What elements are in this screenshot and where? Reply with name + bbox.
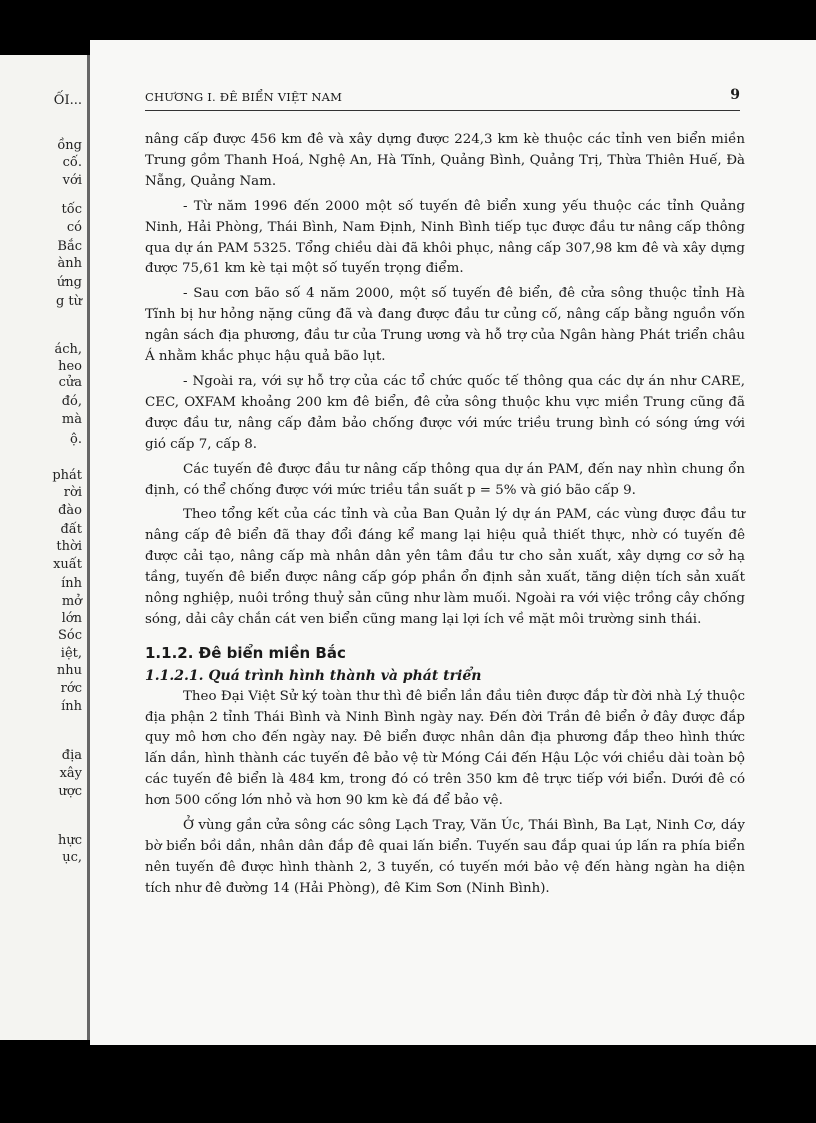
chapter-title: CHƯƠNG I. ĐÊ BIỂN VIỆT NAM bbox=[145, 90, 343, 104]
left-page-text-fragment: g từ bbox=[55, 294, 82, 309]
subsection-heading: 1.1.2.1. Quá trình hình thành và phát triển bbox=[145, 667, 482, 684]
left-page-text-fragment: đó, bbox=[61, 394, 82, 409]
left-page-text-fragment: ục, bbox=[62, 850, 82, 865]
paragraph: Theo Đại Việt Sử ký toàn thư thì đê biển lần đầu tiên được đắp từ đời nhà Lý thuộc địa phận 2 tỉnh Thái Bình và Ninh Bình ngày nay. Đến đời Trần đê biển ở đây được đắp quy mô hơn cho đến ngày nay. Đê biển được nhân dân địa phương đắp theo hình thức lấn dần, hình thành các tuyến đê bảo vệ từ Móng Cái đến Hậu Lộc với chiều dài toàn bộ các tuyến đê biển là 484 km, trong đó có trên 350 km đê trực tiếp với biển. Dưới đê có hơn 500 cống lớn nhỏ và hơn 90 km kè đá để bảo vệ. bbox=[145, 688, 745, 809]
left-page-text-fragment: mở bbox=[61, 594, 82, 609]
running-header bbox=[145, 87, 740, 111]
left-page-text-fragment: rớc bbox=[60, 681, 82, 696]
left-page-text-fragment: ính bbox=[61, 576, 82, 591]
left-page-text-fragment: phát bbox=[52, 468, 82, 483]
left-page-text-fragment: đất bbox=[60, 522, 82, 537]
left-page-text-fragment: ộ. bbox=[70, 432, 82, 447]
section-heading: 1.1.2. Đê biển miền Bắc bbox=[145, 643, 346, 662]
left-page-text-fragment: lớn bbox=[61, 611, 82, 626]
left-page-text-fragment: ồng bbox=[57, 138, 82, 153]
left-page-text-fragment: địa bbox=[61, 748, 82, 763]
left-page-text-fragment: đào bbox=[58, 503, 82, 518]
left-page-text-fragment: ứng bbox=[56, 275, 82, 290]
left-page-text-fragment: thời bbox=[56, 539, 82, 554]
left-page-text-fragment: Sóc bbox=[57, 628, 82, 643]
left-page-text-fragment: cửa bbox=[58, 375, 82, 390]
paragraph: Ở vùng gần cửa sông các sông Lạch Tray, Văn Úc, Thái Bình, Ba Lạt, Ninh Cơ, dáy bờ biển bồi dần, nhân dân đắp đê quai lấn biển. Tuyến sau đắp quai úp lấn ra phía biển nên tuyến đê được hình thành 2, 3 tuyến, có tuyến mới bảo vệ đến hàng ngàn ha diện tích như đê đường 14 (Hải Phòng), đê Kim Sơn (Ninh Bình). bbox=[145, 818, 745, 896]
left-page-margin bbox=[0, 55, 90, 1040]
paragraph: - Từ năm 1996 đến 2000 một số tuyến đê biển xung yếu thuộc các tỉnh Quảng Ninh, Hải Phòng, Thái Bình, Nam Định, Ninh Bình tiếp tục được đầu tư nâng cấp thông qua dự án PAM 5325. Tổng chiều dài đã khôi phục, nâng cấp 307,98 km đê và xây dựng được 75,61 km kè tại một số tuyến trọng điểm. bbox=[145, 198, 745, 277]
paragraph: Các tuyến đê được đầu tư nâng cấp thông qua dự án PAM, đến nay nhìn chung ổn định, có thể chống được với mức triều tần suất p = 5% và gió bão cấp 9. bbox=[145, 461, 745, 498]
paragraph: Theo tổng kết của các tỉnh và của Ban Quản lý dự án PAM, các vùng được đầu tư nâng cấp đê biển đã thay đổi đáng kể mang lại hiệu quả thiết thực, nhờ có tuyến đê được cải tạo, nâng cấp mà nhân dân yên tâm đầu tư cho sản xuất, xây dựng cơ sở hạ tầng, tuyến đê biển được nâng cấp góp phần ổn định sản xuất, tăng diện tích sản xuất nông nghiệp, nuôi trồng thuỷ sản cũng như làm muối. Ngoài ra với việc trồng cây chống sóng, dải cây chắn cát ven biển cũng mang lại lợi ích về mặt môi trường sinh thái. bbox=[145, 507, 745, 627]
left-page-text-fragment: rời bbox=[63, 485, 82, 500]
left-page-text-fragment: cố. bbox=[62, 155, 82, 170]
left-page-text-fragment: với bbox=[62, 173, 82, 188]
paragraph: nâng cấp được 456 km đê và xây dựng được 224,3 km kè thuộc các tỉnh ven biển miền Trung gồm Thanh Hoá, Nghệ An, Hà Tĩnh, Quảng Bình, Quảng Trị, Thừa Thiên Huế, Đà Nẵng, Quảng Nam. bbox=[145, 132, 745, 189]
paragraph: - Sau cơn bão số 4 năm 2000, một số tuyến đê biển, đê cửa sông thuộc tỉnh Hà Tĩnh bị hư hỏng nặng cũng đã và đang được đầu tư củng cố, nâng cấp bằng nguồn vốn ngân sách địa phương, đầu tư của Trung ương và hỗ trợ của Ngân hàng Phát triển châu Á nhằm khắc phục hậu quả bão lụt. bbox=[145, 286, 745, 365]
left-page-text-fragment: nhu bbox=[56, 663, 82, 678]
left-page-text-fragment: ỐI... bbox=[53, 93, 82, 108]
left-page-text-fragment: heo bbox=[58, 359, 82, 374]
paragraph: - Ngoài ra, với sự hỗ trợ của các tổ chức quốc tế thông qua các dự án như CARE, CEC, OXFAM khoảng 200 km đê biển, đê cửa sông thuộc khu vực miền Trung cũng đã được đầu tư, nâng cấp đảm bảo chống được với mức triều trung bình có sóng ứng với gió cấp 7, cấp 8. bbox=[145, 373, 745, 452]
left-page-text-fragment: xây bbox=[59, 766, 82, 781]
page-number: 9 bbox=[730, 87, 740, 103]
left-page-text-fragment: mà bbox=[61, 412, 82, 427]
document-page bbox=[90, 40, 816, 1045]
left-page-text-fragment: Bắc bbox=[57, 239, 82, 254]
left-page-text-fragment: xuất bbox=[53, 557, 82, 572]
page-body bbox=[145, 130, 745, 904]
left-page-text-fragment: ính bbox=[61, 699, 82, 714]
left-page-text-fragment: ược bbox=[58, 784, 82, 799]
left-page-text-fragment: iệt, bbox=[60, 646, 82, 661]
left-page-text-fragment: ách, bbox=[54, 342, 82, 357]
left-page-text-fragment: ành bbox=[57, 256, 82, 271]
left-page-text-fragment: tốc bbox=[61, 202, 82, 217]
left-page-text-fragment: có bbox=[66, 220, 82, 235]
left-page-text-fragment: hực bbox=[57, 833, 82, 848]
